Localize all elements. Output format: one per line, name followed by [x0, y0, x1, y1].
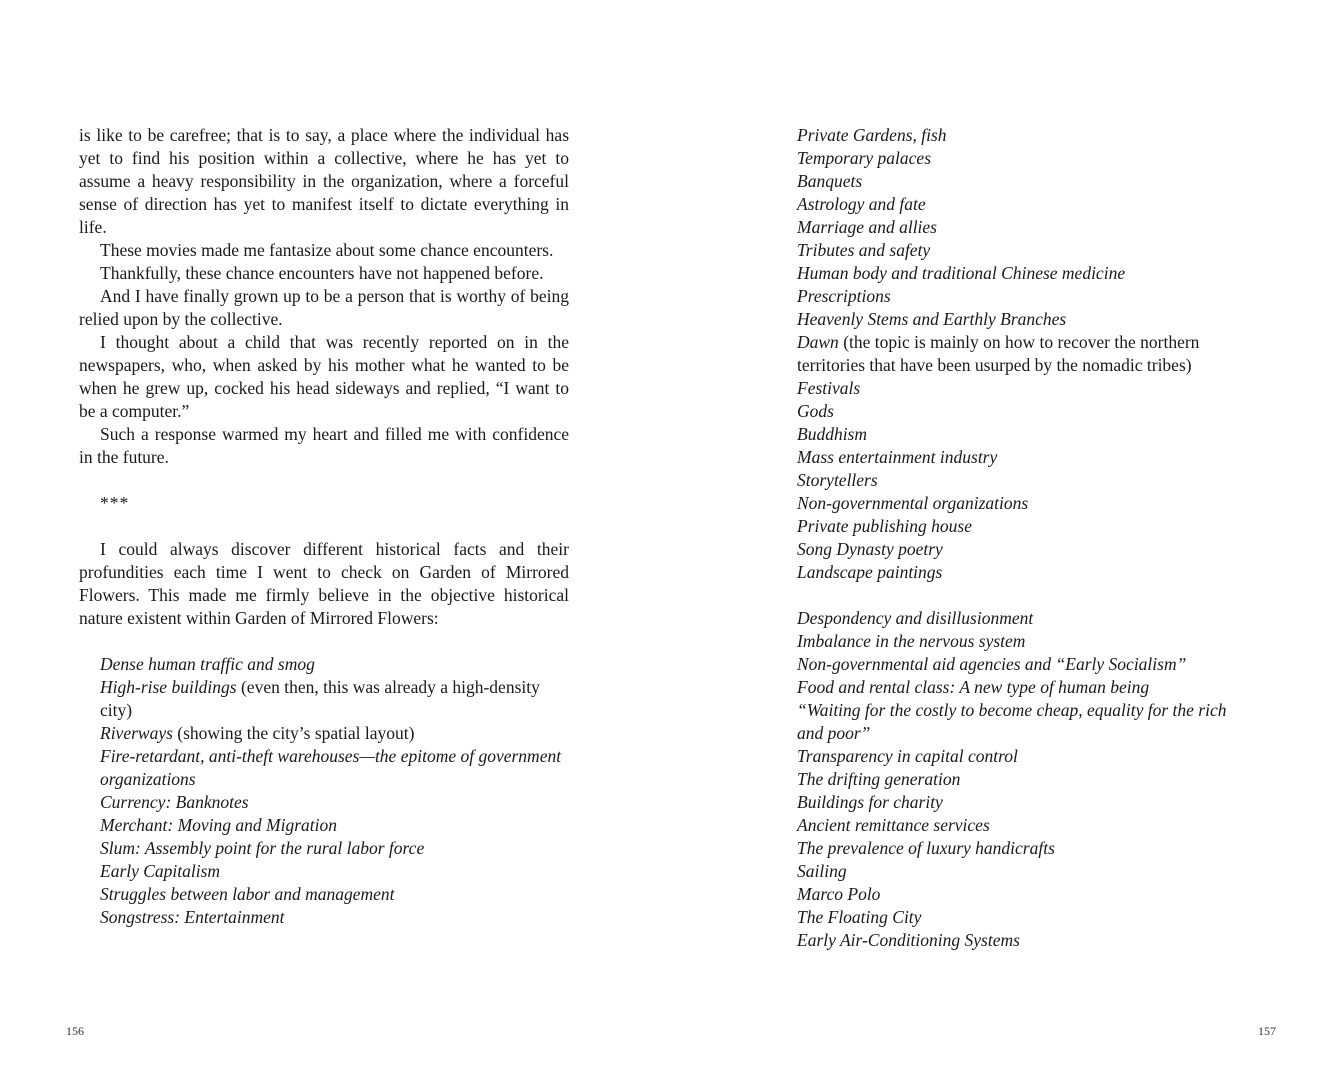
- list-item: [797, 791, 1257, 814]
- list-item: [797, 216, 1257, 239]
- list-item-title: Astrology and fate: [797, 194, 926, 214]
- topic-list: [79, 653, 569, 929]
- list-item: [797, 239, 1257, 262]
- list-item-title: Imbalance in the nervous system: [797, 631, 1026, 651]
- list-item-title: Banquets: [797, 171, 863, 191]
- list-item-title: Landscape paintings: [797, 562, 943, 582]
- body-paragraph: I thought about a child that was recently reported on in the newspapers, who, when asked by his mother what he wanted to be when he grew up, cocked his head sideways and replied, “I want to be a computer.”: [79, 332, 569, 421]
- list-item: [797, 630, 1257, 653]
- list-item: [100, 676, 569, 722]
- list-item-title: Merchant: Moving and Migration: [100, 815, 338, 835]
- list-item-title: “Waiting for the costly to become cheap, equality for the rich and poor”: [797, 700, 1227, 743]
- topic-list: [797, 124, 1257, 584]
- list-item-title: Human body and traditional Chinese medicine: [797, 263, 1126, 283]
- list-item-title: Food and rental class: A new type of human being: [797, 677, 1150, 697]
- list-item: [797, 469, 1257, 492]
- list-item-title: Transparency in capital control: [797, 746, 1018, 766]
- list-item: [797, 768, 1257, 791]
- list-item-title: Non-governmental organizations: [797, 493, 1029, 513]
- list-item: [797, 446, 1257, 469]
- list-item-title: Despondency and disillusionment: [797, 608, 1034, 628]
- list-item-title: Buildings for charity: [797, 792, 943, 812]
- list-item: [797, 653, 1257, 676]
- list-item: [797, 331, 1257, 377]
- body-paragraph: is like to be carefree; that is to say, a place where the individual has yet to find his position within a collective, where he has yet to assume a heavy responsibility in the organization, where a forceful sense of direction has yet to manifest itself to dictate everything in life.: [79, 125, 569, 237]
- list-item-title: Struggles between labor and management: [100, 884, 395, 904]
- list-item: [797, 193, 1257, 216]
- list-item-note: (showing the city’s spatial layout): [172, 723, 415, 743]
- list-item: [100, 745, 569, 791]
- spacer: [79, 630, 569, 653]
- list-item-title: Ancient remittance services: [797, 815, 990, 835]
- list-item-title: Buddhism: [797, 424, 867, 444]
- spacer: [797, 584, 1257, 607]
- list-item: [100, 837, 569, 860]
- list-item-title: Gods: [797, 401, 834, 421]
- list-item-title: Private publishing house: [797, 516, 972, 536]
- list-item-title: Prescriptions: [797, 286, 891, 306]
- list-item-title: Dawn: [797, 332, 839, 352]
- list-item-title: Currency: Banknotes: [100, 792, 249, 812]
- body-paragraph: I could always discover different historical facts and their profundities each time I went to check on Garden of Mirrored Flowers. This made me firmly believe in the objective historical nature existent within Garden of Mirrored Flowers:: [79, 539, 569, 628]
- list-item: [100, 791, 569, 814]
- list-item-title: The Floating City: [797, 907, 922, 927]
- list-item-title: Early Air-Conditioning Systems: [797, 930, 1020, 950]
- list-item-title: Heavenly Stems and Earthly Branches: [797, 309, 1067, 329]
- list-item-title: The drifting generation: [797, 769, 961, 789]
- list-item: [797, 400, 1257, 423]
- list-item-title: High-rise buildings: [100, 677, 237, 697]
- list-item-title: Early Capitalism: [100, 861, 221, 881]
- list-item: [797, 170, 1257, 193]
- list-item: [100, 722, 569, 745]
- list-item: [797, 492, 1257, 515]
- list-item: [797, 308, 1257, 331]
- list-item-title: Slum: Assembly point for the rural labor force: [100, 838, 425, 858]
- right-page-body: [797, 124, 1257, 952]
- list-item-title: Sailing: [797, 861, 847, 881]
- list-item-title: Songstress: Entertainment: [100, 907, 285, 927]
- list-item: [797, 285, 1257, 308]
- body-paragraph: These movies made me fantasize about some chance encounters.: [100, 240, 554, 260]
- list-item: [797, 607, 1257, 630]
- list-item-title: Non-governmental aid agencies and “Early Socialism”: [797, 654, 1187, 674]
- list-item: [797, 906, 1257, 929]
- list-item-title: Temporary palaces: [797, 148, 932, 168]
- spacer: [79, 469, 569, 492]
- list-item: [797, 929, 1257, 952]
- page-number: 156: [66, 1024, 84, 1038]
- body-paragraph: Such a response warmed my heart and filled me with confidence in the future.: [79, 424, 569, 467]
- list-item: [797, 676, 1257, 699]
- list-item-title: Storytellers: [797, 470, 878, 490]
- list-item: [797, 124, 1257, 147]
- page-number: 157: [1258, 1024, 1276, 1038]
- list-item-title: The prevalence of luxury handicrafts: [797, 838, 1055, 858]
- body-paragraph: Thankfully, these chance encounters have not happened before.: [100, 263, 544, 283]
- list-item: [797, 423, 1257, 446]
- right-page: [672, 0, 1344, 1080]
- left-page-body: [79, 124, 569, 929]
- list-item: [797, 883, 1257, 906]
- list-item: [797, 837, 1257, 860]
- list-item: [100, 814, 569, 837]
- list-item: [797, 147, 1257, 170]
- list-item: [797, 515, 1257, 538]
- list-item-title: Dense human traffic and smog: [100, 654, 315, 674]
- list-item-title: Mass entertainment industry: [797, 447, 998, 467]
- list-item-title: Riverways: [100, 723, 173, 743]
- list-item-title: Marriage and allies: [797, 217, 937, 237]
- list-item: [100, 906, 569, 929]
- list-item-title: Fire-retardant, anti-theft warehouses—the epitome of government organizations: [100, 746, 562, 789]
- list-item-note: (even then, this was already a high-density city): [100, 677, 540, 720]
- list-item-title: Festivals: [797, 378, 861, 398]
- list-item: [797, 262, 1257, 285]
- list-item-note: (the topic is mainly on how to recover the northern territories that have been usurped by the nomadic tribes): [797, 332, 1200, 375]
- spacer: [79, 515, 569, 538]
- list-item-title: Marco Polo: [797, 884, 881, 904]
- list-item: [100, 653, 569, 676]
- list-item-title: Private Gardens, fish: [797, 125, 947, 145]
- body-paragraph: And I have finally grown up to be a person that is worthy of being relied upon by the collective.: [79, 286, 569, 329]
- list-item: [797, 814, 1257, 837]
- list-item: [100, 860, 569, 883]
- section-separator: ***: [100, 493, 130, 513]
- list-item: [100, 883, 569, 906]
- list-item: [797, 745, 1257, 768]
- list-item: [797, 699, 1257, 745]
- list-item-title: Song Dynasty poetry: [797, 539, 943, 559]
- list-item: [797, 377, 1257, 400]
- topic-list: [797, 607, 1257, 952]
- list-item-title: Tributes and safety: [797, 240, 931, 260]
- list-item: [797, 860, 1257, 883]
- list-item: [797, 538, 1257, 561]
- list-item: [797, 561, 1257, 584]
